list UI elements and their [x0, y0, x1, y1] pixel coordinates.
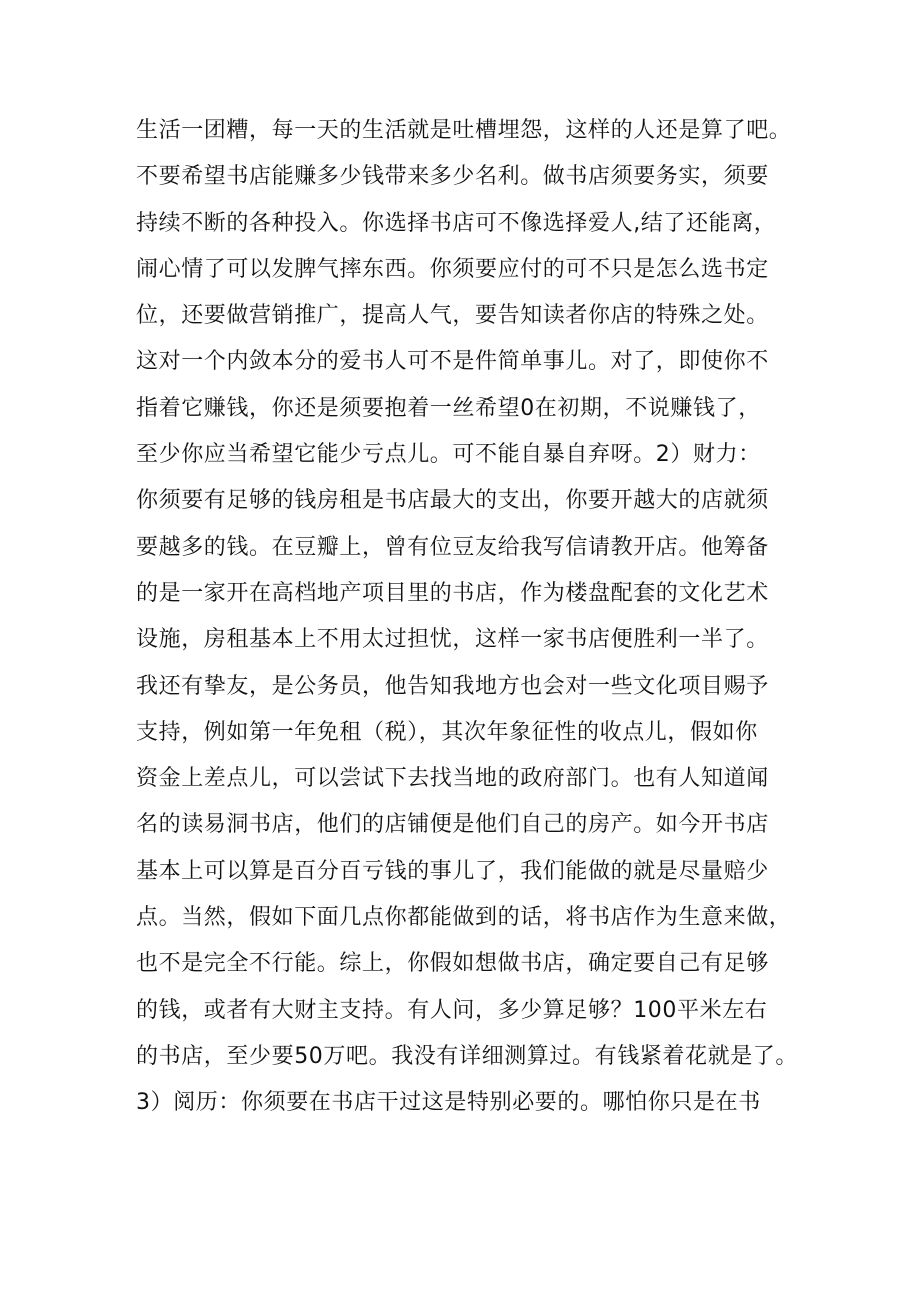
text-line: 支持，例如第一年免租（税），其次年象征性的收点儿，假如你 [136, 719, 758, 745]
text-line: 的书店，至少要50万吧。我没有详细测算过。有钱紧着花就是了。 [136, 1043, 798, 1069]
body-text [136, 108, 816, 1127]
text-line: 要越多的钱。在豆瓣上，曾有位豆友给我写信请教开店。他筹备 [136, 534, 769, 560]
text-line: 持续不断的各种投入。你选择书店可不像选择爱人,结了还能离， [136, 210, 777, 236]
text-line: 指着它赚钱，你还是须要抱着一丝希望0在初期，不说赚钱了， [136, 395, 761, 421]
text-line: 生活一团糟，每一天的生活就是吐槽埋怨，这样的人还是算了吧。 [136, 118, 792, 143]
text-line: 的钱，或者有大财主支持。有人问，多少算足够？100平米左右 [136, 997, 768, 1023]
text-line: 这对一个内敛本分的爱书人可不是件简单事儿。对了，即使你不 [136, 349, 769, 375]
text-line: 我还有挚友，是公务员，他告知我地方也会对一些文化项目赐予 [136, 673, 769, 699]
text-line: 设施，房租基本上不用太过担忧，这样一家书店便胜利一半了。 [136, 627, 769, 653]
text-line: 位，还要做营销推广，提高人气，要告知读者你店的特殊之处。 [136, 303, 769, 329]
text-line: 的是一家开在高档地产项目里的书店，作为楼盘配套的文化艺术 [136, 580, 769, 606]
text-line: 点。当然，假如下面几点你都能做到的话，将书店作为生意来做， [136, 905, 792, 931]
text-line: 你须要有足够的钱房租是书店最大的支出，你要开越大的店就须 [136, 488, 769, 514]
text-line: 闹心情了可以发脾气摔东西。你须要应付的可不只是怎么选书定 [136, 256, 769, 282]
text-line: 也不是完全不行能。综上，你假如想做书店，确定要自己有足够 [136, 951, 769, 977]
text-line: 至少你应当希望它能少亏点儿。可不能自暴自弃呀。2）财力： [136, 442, 761, 468]
text-line: 名的读易洞书店，他们的店铺便是他们自己的房产。如今开书店 [136, 812, 769, 838]
text-line: 基本上可以算是百分百亏钱的事儿了，我们能做的就是尽量赔少 [136, 858, 769, 884]
text-line: 3）阅历：你须要在书店干过这是特别必要的。哪怕你只是在书 [136, 1090, 761, 1116]
text-line: 资金上差点儿，可以尝试下去找当地的政府部门。也有人知道闻 [136, 766, 769, 792]
text-line: 不要希望书店能赚多少钱带来多少名利。做书店须要务实，须要 [136, 164, 769, 190]
